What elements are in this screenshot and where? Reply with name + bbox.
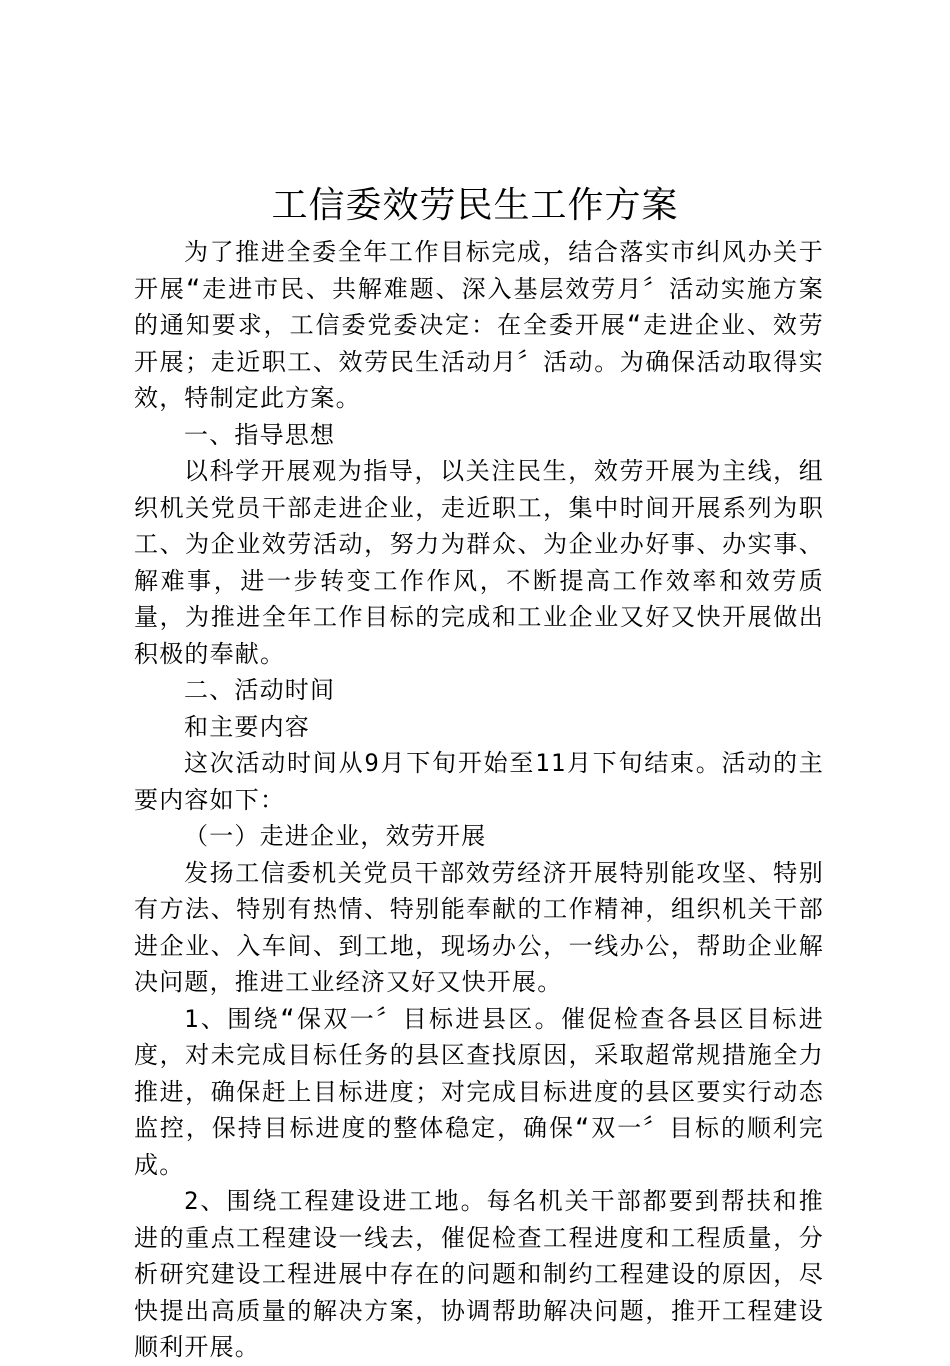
activity-time-paragraph: 这次活动时间从9月下旬开始至11月下旬结束。活动的主要内容如下： [134, 749, 824, 814]
enterprises-paragraph: 发扬工信委机关党员干部效劳经济开展特别能攻坚、特别有方法、特别有热情、特别能奉献的工作精神，组织机关干部进企业、入车间、到工地，现场办公，一线办公，帮助企业解决问题，推进工业经济又好又快开展。 [134, 858, 824, 996]
item-2-paragraph: 2、围绕工程建设进工地。每名机关干部都要到帮扶和推进的重点工程建设一线去，催促检查工程进度和工程质量，分析研究建设工程进展中存在的问题和制约工程建设的原因，尽快提出高质量的解决方案，协调帮助解决问题，推开工程建设顺利开展。 [134, 1187, 824, 1361]
guiding-thought-paragraph: 以科学开展观为指导，以关注民生，效劳开展为主线，组织机关党员干部走进企业，走近职工，集中时间开展系列为职工、为企业效劳活动，努力为群众、为企业办好事、办实事、解难事，进一步转变工作作风，不断提高工作效率和效劳质量，为推进全年工作目标的完成和工业企业又好又快开展做出积极的奉献。 [134, 457, 824, 668]
intro-paragraph: 为了推进全委全年工作目标完成，结合落实市纠风办关于开展“走进市民、共解难题、深入基层效劳月〞活动实施方案的通知要求，工信委党委决定：在全委开展“走进企业、效劳开展；走近职工、效劳民生活动月〞活动。为确保活动取得实效，特制定此方案。 [134, 238, 824, 412]
subsection-heading-enterprises: （一）走进企业，效劳开展 [184, 822, 487, 850]
document-body [134, 234, 824, 1366]
section-heading-guiding-thought: 一、指导思想 [184, 420, 336, 449]
section-heading-activity-time: 二、活动时间 [184, 676, 336, 704]
item-1-paragraph: 1、围绕“保双一〞目标进县区。催促检查各县区目标进度，对未完成目标任务的县区查找原因，采取超常规措施全力推进，确保赶上目标进度；对完成目标进度的县区要实行动态监控，保持目标进度的整体稳定，确保“双一〞目标的顺利完成。 [134, 1004, 824, 1179]
document-title: 工信委效劳民生工作方案 [271, 185, 679, 226]
section-heading-main-content: 和主要内容 [184, 712, 310, 741]
